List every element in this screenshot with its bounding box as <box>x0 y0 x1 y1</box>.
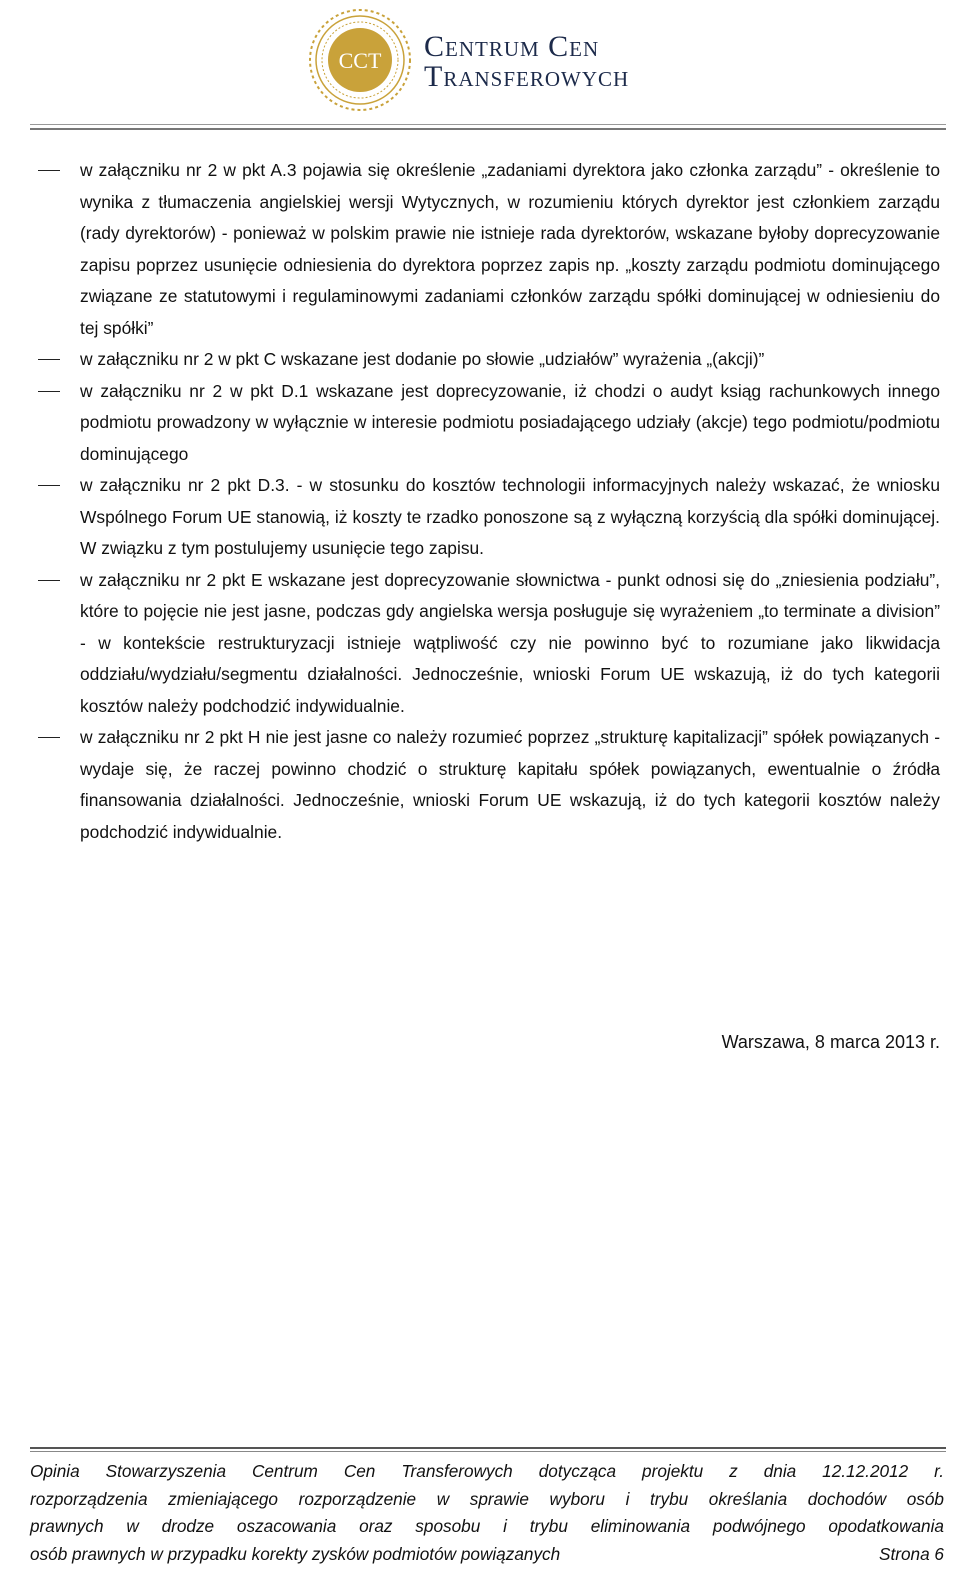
dash-bullet-icon <box>38 391 60 392</box>
list-item <box>38 344 940 376</box>
footer-divider <box>30 1451 946 1452</box>
brand-name <box>424 32 629 92</box>
dash-bullet-icon <box>38 580 60 581</box>
item-text: w załączniku nr 2 pkt E wskazane jest doprecyzowanie słownictwa - punkt odnosi się do „zniesienia podziału”, które to pojęcie nie jest jasne, podczas gdy angielska wersja posługuje się wyrażeniem „to terminate a division” - w kontekście restrukturyzacji istnieje wątpliwość czy nie powinno być to rozumiane jako likwidacja oddziału/wydziału/segmentu działalności. Jednocześnie, wnioski Forum UE wskazują, iż do tych kategorii kosztów należy podchodzić indywidualnie. <box>80 569 940 716</box>
dash-bullet-icon <box>38 359 60 360</box>
list-item <box>38 722 940 848</box>
footer-line-1: Opinia Stowarzyszenia Centrum Cen Transferowych dotycząca projektu z dnia 12.12.2012 r. <box>30 1461 944 1481</box>
cct-logo <box>306 6 414 114</box>
item-text: w załączniku nr 2 w pkt A.3 pojawia się określenie „zadaniami dyrektora jako członka zarządu” - określenie to wynika z tłumaczenia angielskiej wersji Wytycznych, w rozumieniu których dyrektor jest członkiem zarządu (rady dyrektorów) - ponieważ w polskim prawie nie istnieje rada dyrektorów, wskazane byłoby doprecyzowanie zapisu poprzez usunięcie odniesienia do dyrektora poprzez zapis np. „koszty zarządu podmiotu dominującego związane ze statutowymi i regulaminowymi zadaniami członków zarządu spółki dominującej w odniesieniu do tej spółki” <box>80 160 940 338</box>
item-text: w załączniku nr 2 w pkt D.1 wskazane jest doprecyzowanie, iż chodzi o audyt ksiąg rachunkowych innego podmiotu prowadzony w wyłącznie w interesie podmiotu posiadającego udziały (akcje) tego podmiotu/podmiotu dominującego <box>80 380 940 464</box>
header-divider <box>30 124 946 125</box>
dash-bullet-icon <box>38 170 60 171</box>
page-header <box>0 0 960 130</box>
list-item <box>38 376 940 471</box>
item-text: w załączniku nr 2 pkt H nie jest jasne co należy rozumieć poprzez „strukturę kapitalizacji” spółek powiązanych - wydaje się, że raczej powinno chodzić o strukturę kapitału spółek powiązanych, ewentualnie o źródła finansowania działalności. Jednocześnie, wnioski Forum UE wskazują, iż do tych kategorii kosztów należy podchodzić indywidualnie. <box>80 727 940 842</box>
dash-bullet-icon <box>38 485 60 486</box>
header-divider-thick <box>30 128 946 130</box>
page-footer <box>30 1458 944 1568</box>
item-text: w załączniku nr 2 w pkt C wskazane jest dodanie po słowie „udziałów” wyrażenia „(akcji)” <box>80 349 765 369</box>
dash-bullet-icon <box>38 737 60 738</box>
footer-line-2: rozporządzenia zmieniającego rozporządzenie w sprawie wyboru i trybu określania dochodów osób <box>30 1488 944 1509</box>
footer-line-3: prawnych w drodze oszacowania oraz sposobu i trybu eliminowania podwójnego opodatkowania <box>30 1516 944 1536</box>
footer-divider-thick <box>30 1447 946 1449</box>
logo-text: CCT <box>338 48 382 73</box>
item-text: w załączniku nr 2 pkt D.3. - w stosunku do kosztów technologii informacyjnych należy wskazać, że wniosku Wspólnego Forum UE stanowią, iż koszty te rzadko ponoszone są z wyłączną korzyścią dla spółki dominującej. W związku z tym postulujemy usunięcie tego zapisu. <box>80 475 940 558</box>
footer-last-row <box>30 1541 944 1569</box>
list-item <box>38 470 940 565</box>
page-number: Strona 6 <box>879 1543 944 1564</box>
date-line: Warszawa, 8 marca 2013 r. <box>721 1032 940 1052</box>
list-item <box>38 155 940 344</box>
brand-line2: Transferowych <box>424 60 630 93</box>
document-body <box>38 155 940 848</box>
brand-line1: Centrum Cen <box>424 30 600 63</box>
footer-line-4: osób prawnych w przypadku korekty zysków podmiotów powiązanych <box>30 1543 561 1564</box>
list-item <box>38 565 940 723</box>
